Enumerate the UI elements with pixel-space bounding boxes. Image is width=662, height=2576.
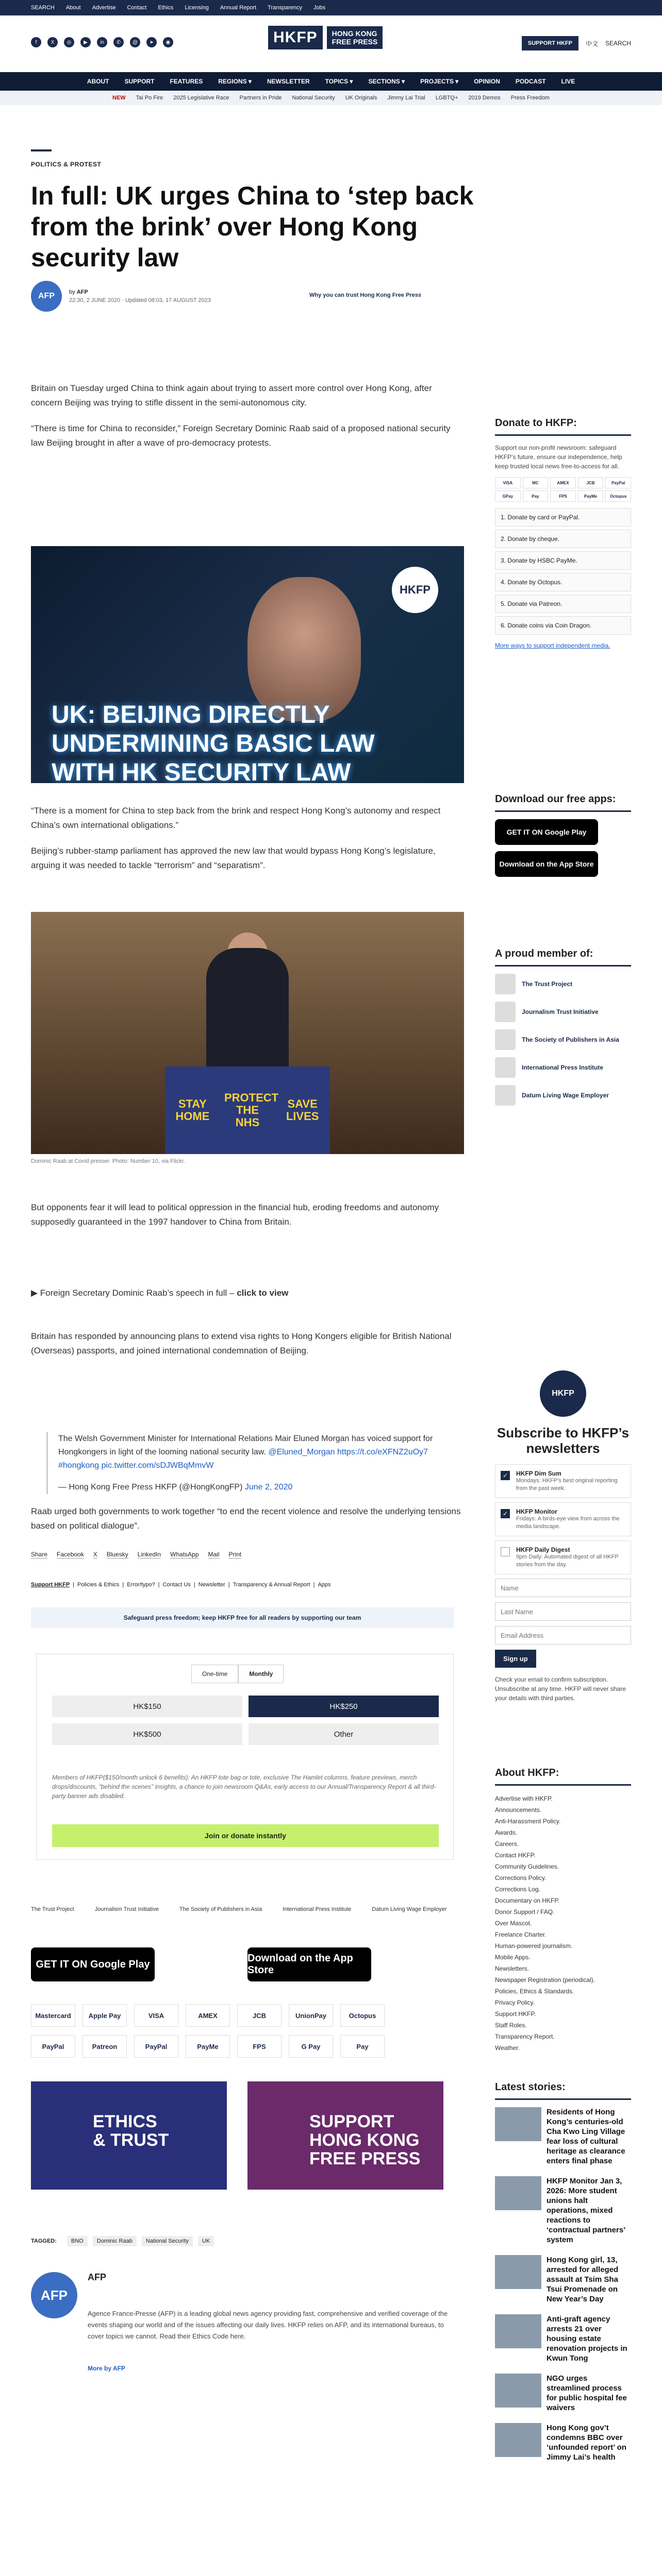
latest-story[interactable] xyxy=(495,2423,631,2462)
promo-line: SUPPORT HONG KONG xyxy=(309,2112,420,2150)
trust-link[interactable]: Why you can trust Hong Kong Free Press xyxy=(309,292,421,298)
nav-opinion[interactable]: OPINION xyxy=(474,78,500,85)
checkbox-checked-icon[interactable]: ✓ xyxy=(501,1471,510,1480)
share-bluesky[interactable]: Bluesky xyxy=(106,1551,128,1558)
about-item[interactable]: Over Mascot. xyxy=(495,1920,532,1927)
threads-icon[interactable]: @ xyxy=(130,37,140,47)
toggle-text: ▶ Foreign Secretary Dominic Raab’s speech in full – xyxy=(31,1288,237,1298)
story-thumbnail xyxy=(495,2423,541,2457)
paragraph: “There is a moment for China to step back from the brink and respect Hong Kong’s autonomy and respect China’s own international obligations.” xyxy=(31,806,441,830)
about-item[interactable]: Newsletters. xyxy=(495,1965,529,1972)
nav-live[interactable]: LIVE xyxy=(561,78,575,85)
paragraph: Britain on Tuesday urged China to think again about trying to assert more control over Hong Kong, after concern Beijing was trying to stifle dissent in the semi-autonomous city. xyxy=(31,383,432,408)
email-field[interactable] xyxy=(495,1626,631,1645)
tweet-attribution xyxy=(58,1481,459,1494)
payment-logo: FPS xyxy=(237,2035,282,2058)
member-heading: A proud member of: xyxy=(495,943,631,967)
amount-option[interactable]: Other xyxy=(249,1723,439,1745)
logo-mark: HKFP xyxy=(268,26,323,49)
newsletter-desc: 9pm Daily: Automated digest of all HKFP stories from the day. xyxy=(516,1554,619,1568)
author-box-avatar[interactable]: AFP xyxy=(31,2272,77,2318)
story-title[interactable]: Anti-graft agency arrests 21 over housing estate renovation projects in Kwun Tong xyxy=(547,2315,627,2363)
newsletter-option[interactable] xyxy=(495,1502,631,1536)
tag[interactable]: Dominic Raab xyxy=(93,2236,137,2246)
payment-logo: Octopus xyxy=(340,2004,385,2027)
utility-bar xyxy=(0,0,662,15)
subnav-item[interactable]: Partners in Pride xyxy=(239,95,282,101)
about-item[interactable]: Corrections Policy. xyxy=(495,1874,547,1882)
about-item[interactable]: Newspaper Registration (periodical). xyxy=(495,1976,595,1984)
article-body-5 xyxy=(31,1504,464,1545)
member-label: Journalism Trust Initiative xyxy=(522,1008,599,1015)
payment-logo: UnionPay xyxy=(289,2004,333,2027)
site-header xyxy=(0,15,662,72)
about-item[interactable]: Anti-Harassment Policy. xyxy=(495,1818,561,1825)
member-label: The Society of Publishers in Asia xyxy=(522,1036,619,1043)
nav-topics[interactable]: TOPICS ▾ xyxy=(325,78,353,85)
banner-line: WITH HK SECURITY LAW xyxy=(52,759,351,783)
app-buttons xyxy=(31,1947,371,1981)
subnav-item[interactable]: UK Originals xyxy=(345,95,377,101)
author-name[interactable]: AFP xyxy=(76,289,88,295)
policies-link[interactable]: Policies & Ethics xyxy=(77,1582,120,1588)
util-advertise[interactable]: Advertise xyxy=(92,5,116,11)
newsletter-name: HKFP Monitor xyxy=(516,1508,557,1515)
apps-link[interactable]: Apps xyxy=(318,1582,331,1588)
about-item[interactable]: Careers. xyxy=(495,1840,519,1848)
payment-logo: G Pay xyxy=(289,2035,333,2058)
payment-row xyxy=(31,2004,454,2027)
frequency-toggle xyxy=(191,1665,284,1683)
member-item[interactable] xyxy=(495,1002,631,1022)
byline-text xyxy=(69,289,211,303)
about-item[interactable]: Transparency Report. xyxy=(495,2033,555,2040)
tweet-text: The Welsh Government Minister for International Relations Mair Eluned Morgan has voiced support for Hongkongers in light of the looming national security law. xyxy=(58,1434,433,1456)
donate-option[interactable]: 5. Donate via Patreon. xyxy=(495,595,631,613)
trust-badges xyxy=(31,1906,446,1912)
byline xyxy=(31,281,421,312)
twitter-icon[interactable]: X xyxy=(47,37,58,47)
badge[interactable]: Journalism Trust Initiative xyxy=(94,1906,159,1912)
membership-note: Members of HKFP($150/month unlock 6 benefits): An HKFP tote bag or tote, exclusive The Hamlet columns, feature previews, merch drops/discounts, “behind the scenes” insights, a chance to join newsroom Q&As, early access to our Annual/Transparency Report & all third-party banner ads disabled. xyxy=(52,1774,436,1800)
paragraph: But opponents fear it will lead to political oppression in the financial hub, eroding freedoms and autonomy supposedly guaranteed in the 1997 handover to China from Britain. xyxy=(31,1202,439,1227)
latest-story[interactable] xyxy=(495,2176,631,2245)
google-play-button[interactable]: GET IT ON Google Play xyxy=(31,1947,155,1981)
latest-story[interactable] xyxy=(495,2255,631,2304)
newsletter-desc: Fridays: A birds-eye view from across the media landscape. xyxy=(516,1516,620,1530)
about-item[interactable]: Mobile Apps. xyxy=(495,1954,531,1961)
member-logo xyxy=(495,1085,516,1106)
story-title[interactable]: Hong Kong gov’t condemns BBC over ‘unfounded report’ on Jimmy Lai’s health xyxy=(547,2424,626,2462)
newsletter-option[interactable] xyxy=(495,1540,631,1574)
photo-caption: Dominic Raab at Covid presser. Photo: Number 10, via Flickr. xyxy=(31,1158,185,1164)
article-body-2 xyxy=(31,804,464,884)
nav-podcast[interactable]: PODCAST xyxy=(515,78,546,85)
newsletter-title: Subscribe to HKFP’s newsletters xyxy=(496,1425,630,1456)
freq-one-time[interactable]: One-time xyxy=(191,1665,238,1683)
logo-line2: FREE PRESS xyxy=(332,38,378,46)
site-logo[interactable] xyxy=(268,26,383,49)
promo-text xyxy=(309,2112,443,2168)
member-logo xyxy=(495,1057,516,1078)
support-promo[interactable] xyxy=(247,2081,443,2190)
payment-logo: PayPal xyxy=(31,2035,75,2058)
pay-icon: PayMe xyxy=(578,490,604,502)
member-label: The Trust Project xyxy=(522,980,573,988)
paragraph: Beijing’s rubber-stamp parliament has approved the new law that would bypass Hong Kong’s legislature, arguing it was needed to tackle “terrorism” and “separatism”. xyxy=(31,846,436,870)
promo-line: ETHICS xyxy=(93,2112,157,2131)
badge[interactable]: Datum Living Wage Employer xyxy=(372,1906,447,1912)
share-mail[interactable]: Mail xyxy=(208,1551,220,1558)
badge[interactable]: International Press Institute xyxy=(283,1906,352,1912)
header-search[interactable]: SEARCH xyxy=(605,40,631,47)
latest-story[interactable] xyxy=(495,2107,631,2166)
instagram-icon[interactable]: ◎ xyxy=(64,37,74,47)
latest-heading: Latest stories: xyxy=(495,2076,631,2100)
badge[interactable]: The Trust Project xyxy=(31,1906,74,1912)
donate-button[interactable]: Join or donate instantly xyxy=(52,1824,439,1847)
about-item[interactable]: Documentary on HKFP. xyxy=(495,1897,560,1904)
nav-newsletter[interactable]: NEWSLETTER xyxy=(267,78,310,85)
payment-logo: Mastercard xyxy=(31,2004,75,2027)
raab-face xyxy=(247,577,361,721)
subnav-item[interactable]: LGBTQ+ xyxy=(435,95,458,101)
sidebar-app-store[interactable]: Download on the App Store xyxy=(495,851,598,877)
tag-list xyxy=(31,2236,214,2246)
amount-options xyxy=(52,1696,439,1745)
checkbox-unchecked-icon[interactable] xyxy=(501,1547,510,1556)
newsletter-name: HKFP Daily Digest xyxy=(516,1546,570,1553)
about-item[interactable]: Community Guidelines. xyxy=(495,1863,559,1870)
nav-projects[interactable]: PROJECTS ▾ xyxy=(420,78,459,85)
latest-story[interactable] xyxy=(495,2374,631,2413)
pay-icon: VISA xyxy=(495,477,521,488)
share-x[interactable]: X xyxy=(93,1551,97,1558)
support-hkfp-button[interactable]: SUPPORT HKFP xyxy=(522,36,578,50)
about-item[interactable]: Policies, Ethics & Standards. xyxy=(495,1988,574,1995)
member-logo xyxy=(495,1002,516,1022)
subnav-item[interactable]: National Security xyxy=(292,95,335,101)
about-item[interactable]: Announcements. xyxy=(495,1806,542,1814)
transparency-link[interactable]: Transparency & Annual Report xyxy=(233,1582,310,1588)
share-facebook[interactable]: Facebook xyxy=(57,1551,84,1558)
subnav-item[interactable]: 2019 Demos xyxy=(468,95,501,101)
podium xyxy=(165,1066,330,1154)
article-body-1 xyxy=(31,381,464,462)
author-box-name[interactable]: AFP xyxy=(88,2272,106,2282)
member-item[interactable] xyxy=(495,974,631,994)
error-link[interactable]: Error/typo? xyxy=(127,1582,155,1588)
pay-icon: FPS xyxy=(550,490,576,502)
tweet-link[interactable]: @Eluned_Morgan https://t.co/eXFNZ2uOy7 #hongkong pic.twitter.com/sDJWBqMmvW xyxy=(58,1448,428,1470)
about-item[interactable]: Corrections Log. xyxy=(495,1886,541,1893)
story-title[interactable]: NGO urges streamlined process for public hospital fee waivers xyxy=(547,2374,627,2412)
new-badge: NEW xyxy=(112,95,126,101)
banner-line: UNDERMINING BASIC LAW xyxy=(52,730,375,757)
subnav-item[interactable]: 2025 Legislative Race xyxy=(173,95,229,101)
donate-widget xyxy=(36,1654,454,1860)
safeguard-banner[interactable]: Safeguard press freedom; keep HKFP free for all readers by supporting our team xyxy=(31,1607,454,1628)
donate-option[interactable]: 3. Donate by HSBC PayMe. xyxy=(495,551,631,570)
badge[interactable]: The Society of Publishers in Asia xyxy=(179,1906,262,1912)
promo-text xyxy=(93,2112,169,2149)
header-actions xyxy=(522,36,631,50)
pay-icon: PayPal xyxy=(605,477,631,488)
more-ways-link[interactable]: More ways to support independent media. xyxy=(495,642,610,649)
story-title[interactable]: Hong Kong girl, 13, arrested for alleged assault at Tsim Sha Tsui Promenade on New Year’s Day xyxy=(547,2256,619,2303)
about-item[interactable]: Freelance Charter. xyxy=(495,1931,547,1938)
telegram-icon[interactable]: ➤ xyxy=(146,37,157,47)
about-item[interactable]: Human-powered journalism. xyxy=(495,1942,573,1950)
pay-icon: JCB xyxy=(578,477,604,488)
member-label: International Press Institute xyxy=(522,1064,604,1071)
nav-features[interactable]: FEATURES xyxy=(170,78,203,85)
image-banner xyxy=(52,701,443,783)
author-bio: Agence France-Presse (AFP) is a leading global news agency providing fast, comprehensive and verified coverage of the events shaping our world and of the issues affecting our daily lives. HKFP relies on AFP, and its international bureaus, to cover topics we cannot. Read their Ethics Code here. xyxy=(88,2310,448,2340)
payment-logo: PayPal xyxy=(134,2035,178,2058)
member-logo xyxy=(495,1029,516,1050)
social-links xyxy=(31,37,173,47)
payment-logo: JCB xyxy=(237,2004,282,2027)
story-thumbnail xyxy=(495,2107,541,2141)
whatsapp-icon[interactable]: ✆ xyxy=(113,37,124,47)
by-label: by xyxy=(69,289,75,295)
amount-option[interactable]: HK$250 xyxy=(249,1696,439,1717)
promo-banners xyxy=(31,2081,443,2190)
about-item[interactable]: Donor Support / FAQ. xyxy=(495,1908,555,1916)
share-print[interactable]: Print xyxy=(228,1551,242,1558)
util-about[interactable]: About xyxy=(65,5,81,11)
donate-option[interactable]: 6. Donate coins via Coin Dragon. xyxy=(495,616,631,635)
donate-option[interactable]: 4. Donate by Octopus. xyxy=(495,573,631,591)
nav-sections[interactable]: SECTIONS ▾ xyxy=(368,78,405,85)
more-by-author[interactable]: More by AFP xyxy=(88,2365,125,2372)
sidebar-donate xyxy=(495,412,631,649)
util-transparency[interactable]: Transparency xyxy=(268,5,302,11)
rss-icon[interactable]: ◉ xyxy=(163,37,173,47)
latest-story[interactable] xyxy=(495,2314,631,2363)
article-body-3 xyxy=(31,1200,464,1241)
last-name-field[interactable] xyxy=(495,1602,631,1621)
paragraph: Raab urged both governments to work together “to end the recent violence and resolve the underlying tensions based on political dialogue”. xyxy=(31,1506,461,1531)
share-whatsapp[interactable]: WhatsApp xyxy=(170,1551,199,1558)
linkedin-icon[interactable]: in xyxy=(97,37,107,47)
publish-dates: 22:30, 2 JUNE 2020 · Updated 08:03, 17 AUGUST 2023 xyxy=(69,297,211,303)
donate-note: Support our non-profit newsroom: safeguard HKFP’s future, ensure our independence, help keep trusted local news free-to-access for all. xyxy=(495,444,622,470)
article-photo xyxy=(31,912,464,1154)
tweet-body xyxy=(58,1432,459,1472)
main-nav xyxy=(0,72,662,91)
subnav-item[interactable]: Jimmy Lai Trial xyxy=(387,95,425,101)
tweet-date[interactable]: June 2, 2020 xyxy=(244,1483,293,1492)
paragraph: Britain has responded by announcing plans to extend visa rights to Hong Kongers eligible for British National (Overseas) passports, and joined international condemnation of Beijing. xyxy=(31,1331,452,1355)
signup-note: Check your email to confirm subscription. Unsubscribe at any time. HKFP will never share your details with third parties. xyxy=(495,1676,626,1702)
sub-nav xyxy=(0,91,662,105)
tag[interactable]: BNO xyxy=(67,2236,88,2246)
category-rule xyxy=(31,149,52,151)
hkfp-badge: HKFP xyxy=(392,567,438,613)
promo-line: & TRUST xyxy=(93,2130,169,2150)
about-item[interactable]: Privacy Policy. xyxy=(495,1999,535,2006)
about-item[interactable]: Advertise with HKFP. xyxy=(495,1795,553,1802)
pay-icon: Octopus xyxy=(605,490,631,502)
podium-text: STAY HOME xyxy=(175,1097,210,1123)
apps-heading: Download our free apps: xyxy=(495,788,631,812)
support-links: Support HKFP | Policies & Ethics | Error/typo? | Contact Us | Newsletter | Transparency & Annual Report | Apps xyxy=(31,1582,331,1588)
embedded-tweet xyxy=(46,1432,459,1494)
nav-about[interactable]: ABOUT xyxy=(87,78,109,85)
newsletter-option[interactable] xyxy=(495,1464,631,1498)
sidebar-google-play[interactable]: GET IT ON Google Play xyxy=(495,819,598,845)
payment-logo: Apple Pay xyxy=(82,2004,127,2027)
facebook-icon[interactable]: f xyxy=(31,37,41,47)
tag[interactable]: National Security xyxy=(142,2236,193,2246)
story-title[interactable]: HKFP Monitor Jan 3, 2026: More student unions halt operations, mixed reactions to ‘contractual partners’ system xyxy=(547,2177,625,2244)
util-annual-report[interactable]: Annual Report xyxy=(220,5,257,11)
newsletter-desc: Mondays: HKFP’s best original reporting from the past week. xyxy=(516,1478,618,1492)
util-ethics[interactable]: Ethics xyxy=(158,5,174,11)
newsletter-name: HKFP Dim Sum xyxy=(516,1470,561,1477)
chinese-link[interactable]: 中文 xyxy=(585,40,598,47)
pay-icon: Pay xyxy=(523,490,549,502)
sidebar-latest xyxy=(495,2076,631,2472)
util-contact[interactable]: Contact xyxy=(127,5,147,11)
article-headline: In full: UK urges China to ‘step back from the brink’ over Hong Kong security law xyxy=(31,181,474,272)
story-thumbnail xyxy=(495,2176,541,2210)
share-label: Share xyxy=(31,1551,48,1558)
payment-row xyxy=(31,2035,454,2058)
amount-option[interactable]: HK$500 xyxy=(52,1723,242,1745)
about-item[interactable]: Awards. xyxy=(495,1829,518,1836)
name-field[interactable] xyxy=(495,1579,631,1597)
signup-button[interactable]: Sign up xyxy=(495,1650,536,1668)
payment-logo: PayMe xyxy=(186,2035,230,2058)
sidebar-members xyxy=(495,943,631,1113)
story-thumbnail xyxy=(495,2314,541,2348)
tweet-author: — Hong Kong Free Press HKFP (@HongKongFP) xyxy=(58,1483,245,1492)
logo-text xyxy=(327,26,383,49)
member-logo xyxy=(495,974,516,994)
paragraph: “There is time for China to reconsider,” Foreign Secretary Dominic Raab said of a proposed national security law Beijing brought in after a wave of pro-democracy protests. xyxy=(31,423,451,448)
pay-icon: AMEX xyxy=(550,477,576,488)
ethics-promo[interactable] xyxy=(31,2081,227,2190)
speaker-body xyxy=(206,948,289,1082)
tag[interactable]: UK xyxy=(198,2236,214,2246)
donate-option[interactable]: 2. Donate by cheque. xyxy=(495,530,631,548)
newsletter-signup xyxy=(495,1370,631,1703)
about-list xyxy=(495,1793,631,2054)
subnav-item[interactable]: Press Freedom xyxy=(510,95,550,101)
member-item[interactable] xyxy=(495,1085,631,1106)
speech-toggle[interactable] xyxy=(31,1288,288,1298)
donate-option[interactable]: 1. Donate by card or PayPal. xyxy=(495,508,631,527)
about-heading: About HKFP: xyxy=(495,1762,631,1786)
story-thumbnail xyxy=(495,2374,541,2408)
member-item[interactable] xyxy=(495,1029,631,1050)
banner-line: UK: BEIJING DIRECTLY xyxy=(52,701,330,728)
pay-icon: GPay xyxy=(495,490,521,502)
payment-logo: VISA xyxy=(134,2004,178,2027)
about-item[interactable]: Contact HKFP. xyxy=(495,1852,536,1859)
sidebar-payment-icons xyxy=(495,477,631,502)
tags-label: TAGGED: xyxy=(31,2238,57,2244)
share-bar xyxy=(31,1551,241,1558)
util-search[interactable]: SEARCH xyxy=(31,5,55,11)
story-thumbnail xyxy=(495,2255,541,2289)
payment-logo: Pay xyxy=(340,2035,385,2058)
promo-line: FREE PRESS xyxy=(309,2149,421,2168)
video-thumbnail[interactable] xyxy=(31,546,464,783)
about-item[interactable]: Weather. xyxy=(495,2044,520,2052)
subnav-item[interactable]: Tai Po Fire xyxy=(136,95,163,101)
member-item[interactable] xyxy=(495,1057,631,1078)
podium-text: SAVE LIVES xyxy=(286,1097,319,1123)
util-jobs[interactable]: Jobs xyxy=(313,5,326,11)
article-body-4 xyxy=(31,1329,464,1369)
share-linkedin[interactable]: LinkedIn xyxy=(137,1551,161,1558)
newsletter-badge: HKFP xyxy=(540,1370,586,1417)
sidebar-apps xyxy=(495,788,631,877)
about-item[interactable]: Staff Roles. xyxy=(495,2022,527,2029)
article-category[interactable]: POLITICS & PROTEST xyxy=(31,161,102,168)
amount-option[interactable]: HK$150 xyxy=(52,1696,242,1717)
toggle-link[interactable]: click to view xyxy=(237,1288,289,1298)
app-store-button[interactable]: Download on the App Store xyxy=(247,1947,371,1981)
payment-logo: AMEX xyxy=(186,2004,230,2027)
member-label: Datum Living Wage Employer xyxy=(522,1092,609,1099)
author-box xyxy=(31,2272,464,2372)
support-link[interactable]: Support HKFP xyxy=(31,1582,70,1588)
pay-icon: MC xyxy=(523,477,549,488)
sidebar-about xyxy=(495,1762,631,2054)
nav-support[interactable]: SUPPORT xyxy=(124,78,155,85)
about-item[interactable]: Support HKFP. xyxy=(495,2010,536,2018)
payment-logo: Patreon xyxy=(82,2035,127,2058)
donate-heading: Donate to HKFP: xyxy=(495,412,631,436)
logo-line1: HONG KONG xyxy=(332,29,377,38)
checkbox-checked-icon[interactable]: ✓ xyxy=(501,1509,510,1518)
story-title[interactable]: Residents of Hong Kong’s centuries-old Cha Kwo Ling Village fear loss of cultural heritage as clearance enters final phase xyxy=(547,2108,625,2165)
nav-regions[interactable]: REGIONS ▾ xyxy=(218,78,252,85)
podium-text: PROTECT THE NHS xyxy=(224,1091,279,1129)
newsletter-link[interactable]: Newsletter xyxy=(198,1582,225,1588)
youtube-icon[interactable]: ▶ xyxy=(80,37,91,47)
author-avatar[interactable]: AFP xyxy=(31,281,62,312)
util-licensing[interactable]: Licensing xyxy=(185,5,209,11)
contact-link[interactable]: Contact Us xyxy=(162,1582,191,1588)
freq-monthly[interactable]: Monthly xyxy=(238,1665,284,1683)
